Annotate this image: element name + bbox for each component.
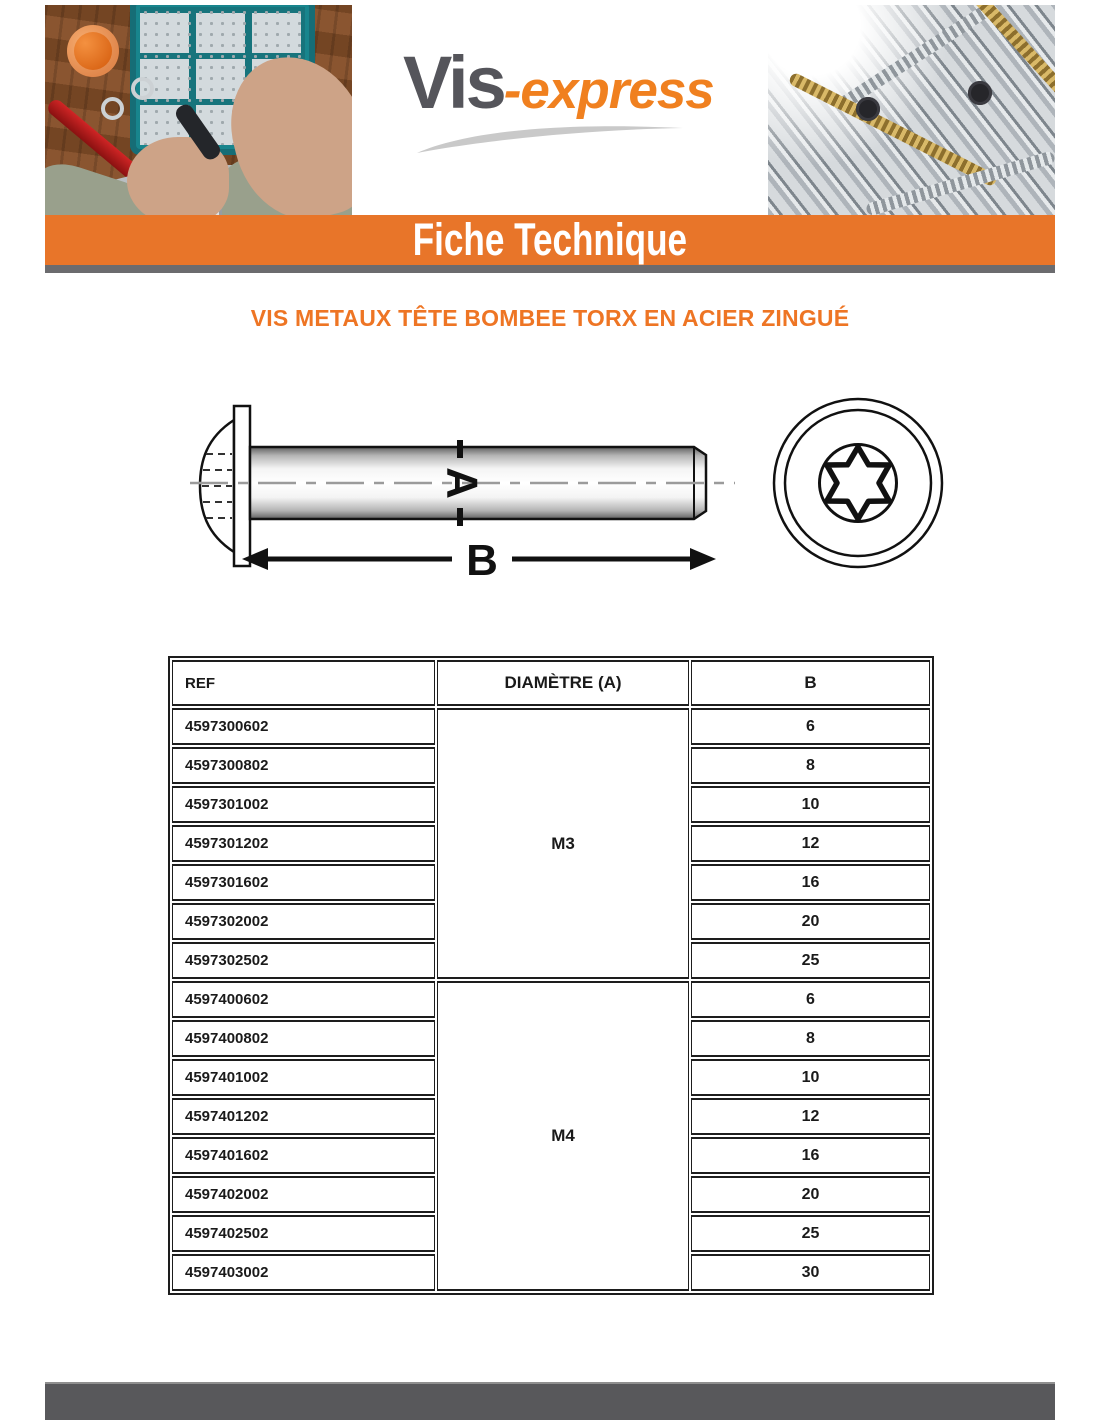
- ref-cell: 4597300602: [172, 708, 435, 745]
- length-cell: 6: [691, 981, 930, 1018]
- length-cell: 8: [691, 1020, 930, 1057]
- washer: [131, 77, 154, 100]
- banner-shadow: [45, 265, 1055, 273]
- banner-title: Fiche Technique: [412, 214, 688, 265]
- ref-cell: 4597402002: [172, 1176, 435, 1213]
- ref-cell: 4597301202: [172, 825, 435, 862]
- diameter-label: A: [437, 467, 487, 499]
- brand-logo: [403, 41, 714, 156]
- ref-cell: 4597402502: [172, 1215, 435, 1252]
- tape-measure: [67, 25, 119, 77]
- length-cell: 10: [691, 786, 930, 823]
- length-cell: 12: [691, 1098, 930, 1135]
- flange: [234, 406, 250, 566]
- length-cell: 10: [691, 1059, 930, 1096]
- brand-name: Vis: [403, 41, 504, 124]
- washer: [101, 97, 124, 120]
- footer-bar: [45, 1382, 1055, 1420]
- diameter-group-cell: M4: [437, 981, 689, 1291]
- diameter-group-cell: M3: [437, 708, 689, 979]
- table-row: [172, 708, 930, 745]
- ref-cell: 4597300802: [172, 747, 435, 784]
- workbench-photo: [45, 5, 352, 215]
- ref-cell: 4597400602: [172, 981, 435, 1018]
- screw: [788, 71, 999, 187]
- ref-cell: 4597401002: [172, 1059, 435, 1096]
- header-b: B: [691, 660, 930, 706]
- screw-head: [856, 97, 880, 121]
- length-cell: 16: [691, 1137, 930, 1174]
- product-title: VIS METAUX TÊTE BOMBEE TORX EN ACIER ZINGUÉ: [250, 305, 850, 331]
- length-cell: 25: [691, 1215, 930, 1252]
- length-cell: 25: [691, 942, 930, 979]
- length-cell: 30: [691, 1254, 930, 1291]
- table-header-row: [172, 660, 930, 706]
- spec-table-body: [172, 708, 930, 1291]
- length-cell: 20: [691, 903, 930, 940]
- length-cell: 20: [691, 1176, 930, 1213]
- ref-cell: 4597401602: [172, 1137, 435, 1174]
- section-banner: [45, 215, 1055, 265]
- logo-swoosh: [415, 124, 687, 156]
- ref-cell: 4597302502: [172, 942, 435, 979]
- screw-head: [968, 81, 992, 105]
- ref-cell: 4597403002: [172, 1254, 435, 1291]
- screw-pile-photo: [768, 5, 1055, 215]
- ref-cell: 4597400802: [172, 1020, 435, 1057]
- length-label: B: [466, 536, 498, 585]
- ref-cell: 4597301602: [172, 864, 435, 901]
- ref-cell: 4597301002: [172, 786, 435, 823]
- header-ref: REF: [172, 660, 435, 706]
- length-cell: 6: [691, 708, 930, 745]
- ref-cell: 4597401202: [172, 1098, 435, 1135]
- header-diameter: DIAMÈTRE (A): [437, 660, 689, 706]
- screw-head-front: [774, 399, 942, 567]
- screw-technical-drawing: [190, 396, 970, 601]
- length-cell: 8: [691, 747, 930, 784]
- length-cell: 12: [691, 825, 930, 862]
- table-row: [172, 981, 930, 1018]
- length-dimension: [242, 536, 716, 585]
- spec-table: [168, 656, 934, 1295]
- length-cell: 16: [691, 864, 930, 901]
- brand-suffix: -express: [503, 61, 714, 120]
- ref-cell: 4597302002: [172, 903, 435, 940]
